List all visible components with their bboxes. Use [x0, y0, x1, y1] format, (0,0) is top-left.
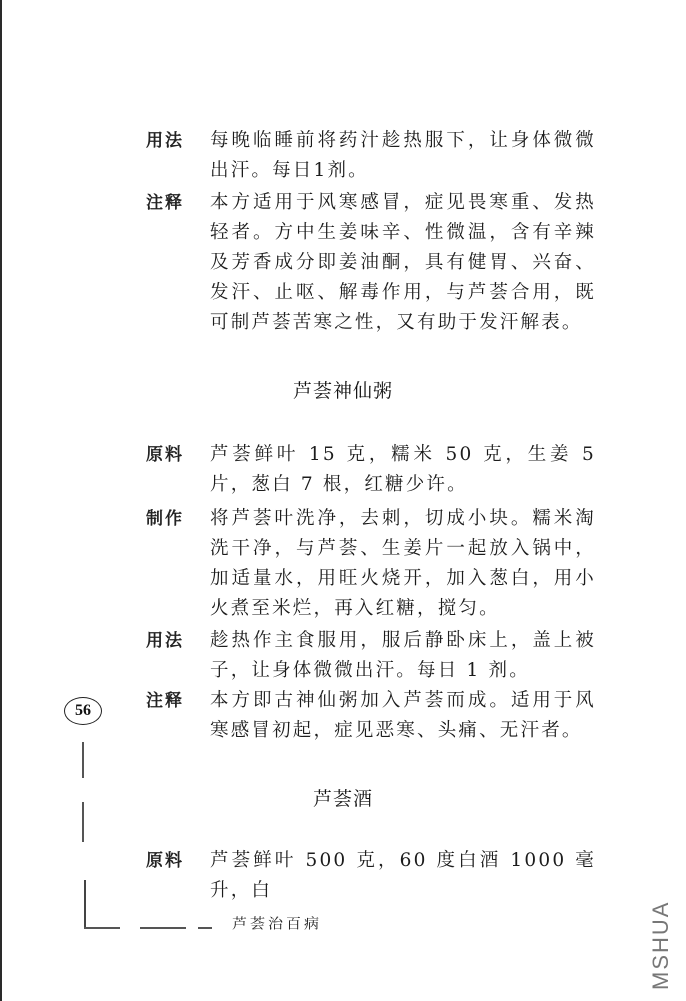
entry-label: 注释	[146, 691, 184, 711]
entry-label: 注释	[146, 193, 184, 213]
page-number: 56	[64, 697, 102, 725]
entry-ingredients	[146, 846, 596, 906]
entry-text: 趁热作主食服用，服后静卧床上，盖上被子，让身体微微出汗。每日 1 剂。	[210, 630, 596, 681]
recipe-title: 芦荟酒	[312, 788, 373, 810]
recipe-title: 芦荟神仙粥	[292, 380, 393, 402]
entry-text: 将芦荟叶洗净，去刺，切成小块。糯米淘洗干净，与芦荟、生姜片一起放入锅中，加适量水，用旺火烧开，加入葱白，用小火煮至米烂，再入红糖，搅匀。	[210, 508, 596, 619]
margin-rule-segment	[82, 742, 84, 778]
entry-text: 芦荟鲜叶 500 克，60 度白酒 1000 毫升，白	[210, 850, 596, 901]
watermark-text: MSHUA	[648, 900, 673, 990]
entry-label: 用法	[146, 131, 184, 151]
footer-rule-segment	[140, 927, 186, 929]
entry-notes-prev	[146, 188, 596, 338]
entry-text: 每晚临睡前将药汁趁热服下，让身体微微出汗。每日1剂。	[210, 130, 596, 181]
entry-notes	[146, 686, 596, 746]
entry-usage	[146, 626, 596, 686]
entry-text: 本方即古神仙粥加入芦荟而成。适用于风寒感冒初起，症见恶寒、头痛、无汗者。	[210, 690, 596, 741]
page-left-border	[0, 0, 2, 1001]
entry-usage-prev	[146, 126, 596, 186]
entry-text: 芦荟鲜叶 15 克，糯米 50 克，生姜 5 片，葱白 7 根，红糖少许。	[210, 444, 596, 495]
margin-rule-segment	[82, 802, 84, 842]
entry-ingredients	[146, 440, 596, 500]
entry-preparation	[146, 504, 596, 624]
entry-label: 原料	[146, 445, 184, 465]
margin-corner-horizontal	[84, 927, 120, 929]
entry-label: 原料	[146, 851, 184, 871]
margin-corner-vertical	[84, 880, 86, 929]
entry-label: 制作	[146, 509, 184, 529]
footer-rule-segment	[198, 927, 212, 929]
running-footer-book-title: 芦荟治百病	[232, 915, 323, 933]
entry-label: 用法	[146, 631, 184, 651]
entry-text: 本方适用于风寒感冒，症见畏寒重、发热轻者。方中生姜味辛、性微温，含有辛辣及芳香成分即姜油酮，具有健胃、兴奋、发汗、止呕、解毒作用，与芦荟合用，既可制芦荟苦寒之性，又有助于发汗解表。	[210, 192, 596, 333]
